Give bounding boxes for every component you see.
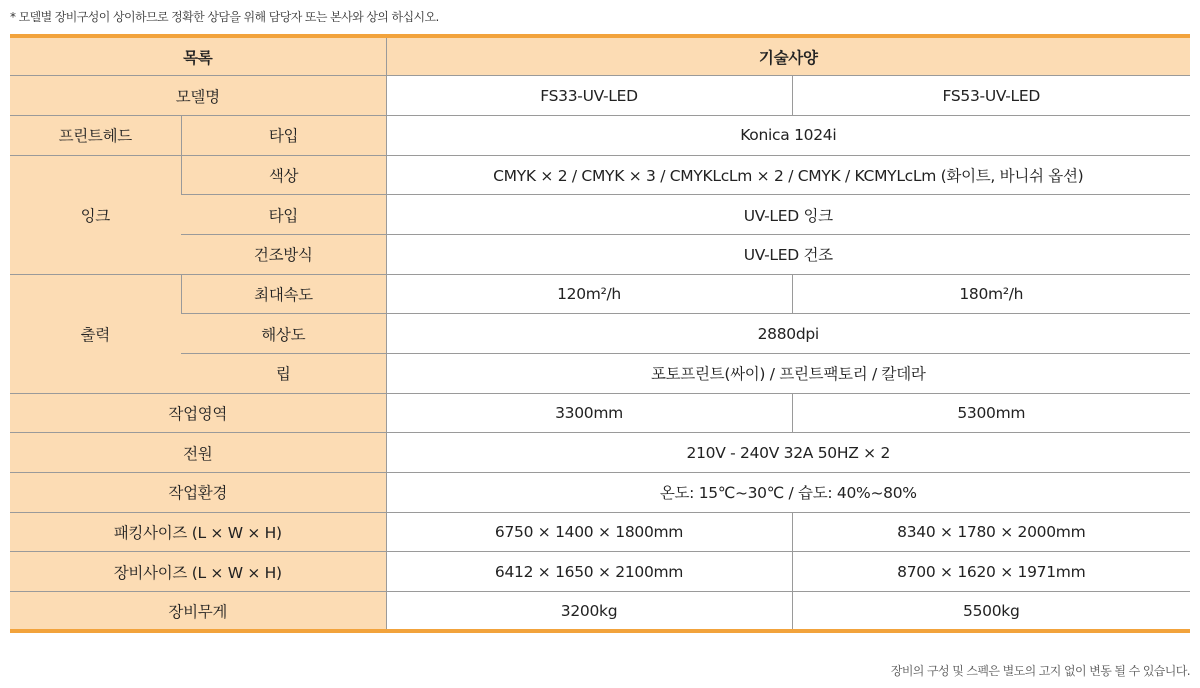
row-label-work-area: 작업영역 [10, 393, 386, 433]
cell-packing-size-fs33: 6750 × 1400 × 1800mm [386, 512, 792, 552]
header-category: 목록 [10, 36, 386, 76]
cell-ink-drying: UV-LED 건조 [386, 234, 1190, 274]
top-note: * 모델별 장비구성이 상이하므로 정확한 상담을 위해 담당자 또는 본사와 상의 하십시오. [10, 10, 439, 24]
cell-rip: 포토프린트(싸이) / 프린트팩토리 / 칼데라 [386, 354, 1190, 394]
sub-label-ink-type: 타입 [181, 195, 386, 235]
sub-label-ink-color: 색상 [181, 155, 386, 195]
cell-model-fs53: FS53-UV-LED [792, 76, 1190, 116]
cell-speed-fs33: 120m²/h [386, 274, 792, 314]
row-label-model: 모델명 [10, 76, 386, 116]
table-row [10, 512, 1190, 552]
cell-ink-type: UV-LED 잉크 [386, 195, 1190, 235]
table-row [10, 473, 1190, 513]
table-row [10, 155, 1190, 195]
cell-machine-size-fs53: 8700 × 1620 × 1971mm [792, 552, 1190, 592]
row-label-packing-size: 패킹사이즈 (L × W × H) [10, 512, 386, 552]
bottom-note: 장비의 구성 및 스펙은 별도의 고지 없이 변동 될 수 있습니다. [890, 664, 1190, 678]
cell-weight-fs33: 3200kg [386, 592, 792, 632]
row-label-output: 출력 [10, 274, 181, 393]
row-label-machine-size: 장비사이즈 (L × W × H) [10, 552, 386, 592]
row-label-ink: 잉크 [10, 155, 181, 274]
cell-work-area-fs33: 3300mm [386, 393, 792, 433]
sub-label-output-resolution: 해상도 [181, 314, 386, 354]
cell-model-fs33: FS33-UV-LED [386, 76, 792, 116]
cell-speed-fs53: 180m²/h [792, 274, 1190, 314]
cell-environment: 온도: 15℃~30℃ / 습도: 40%~80% [386, 473, 1190, 513]
table-row [10, 234, 1190, 274]
cell-packing-size-fs53: 8340 × 1780 × 2000mm [792, 512, 1190, 552]
cell-resolution: 2880dpi [386, 314, 1190, 354]
table-row [10, 76, 1190, 116]
cell-weight-fs53: 5500kg [792, 592, 1190, 632]
table-row [10, 314, 1190, 354]
table-row [10, 115, 1190, 155]
table-row [10, 354, 1190, 394]
spec-table [10, 34, 1190, 633]
row-label-environment: 작업환경 [10, 473, 386, 513]
header-spec: 기술사양 [386, 36, 1190, 76]
table-row [10, 195, 1190, 235]
cell-work-area-fs53: 5300mm [792, 393, 1190, 433]
table-row [10, 274, 1190, 314]
table-row [10, 433, 1190, 473]
sub-label-output-speed: 최대속도 [181, 274, 386, 314]
cell-machine-size-fs33: 6412 × 1650 × 2100mm [386, 552, 792, 592]
table-row [10, 393, 1190, 433]
table-row [10, 552, 1190, 592]
table-row [10, 592, 1190, 632]
sub-label-output-rip: 립 [181, 354, 386, 394]
row-label-weight: 장비무게 [10, 592, 386, 632]
cell-printhead-type: Konica 1024i [386, 115, 1190, 155]
sub-label-printhead-type: 타입 [181, 115, 386, 155]
row-label-power: 전원 [10, 433, 386, 473]
row-label-printhead: 프린트헤드 [10, 115, 181, 155]
cell-ink-color: CMYK × 2 / CMYK × 3 / CMYKLcLm × 2 / CMYK / KCMYLcLm (화이트, 바니쉬 옵션) [386, 155, 1190, 195]
table-header-row [10, 36, 1190, 76]
sub-label-ink-drying: 건조방식 [181, 234, 386, 274]
cell-power: 210V - 240V 32A 50HZ × 2 [386, 433, 1190, 473]
